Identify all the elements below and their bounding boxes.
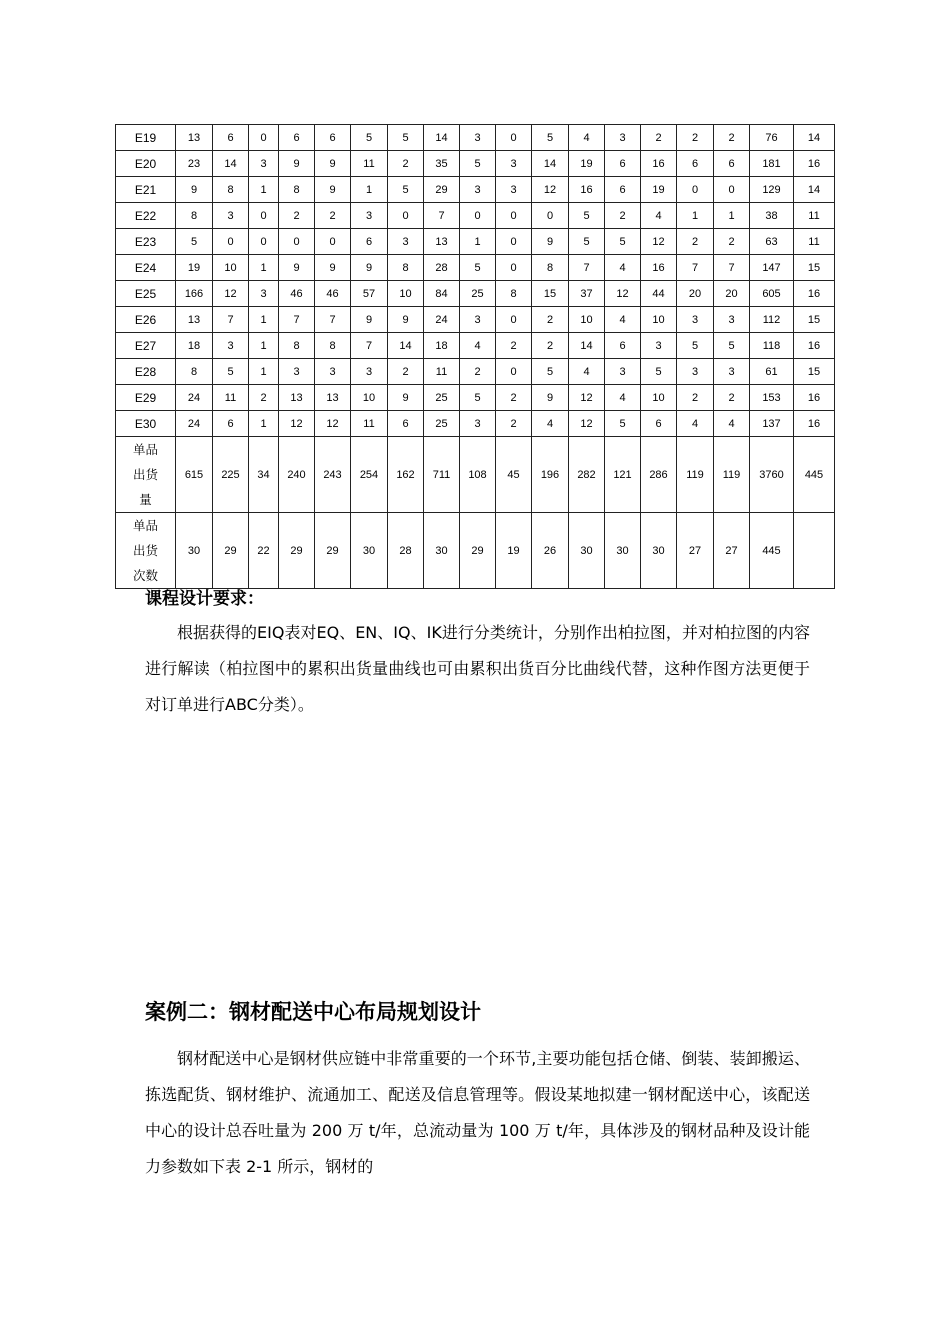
table-cell: 14: [424, 125, 460, 151]
table-cell: 2: [714, 385, 750, 411]
table-cell: 0: [532, 203, 569, 229]
table-cell: 118: [750, 333, 794, 359]
table-cell: 3: [249, 151, 279, 177]
table-cell: 15: [794, 307, 835, 333]
table-cell: 11: [794, 229, 835, 255]
table-cell: 0: [496, 359, 532, 385]
table-cell: 2: [677, 125, 714, 151]
table-cell: 10: [351, 385, 388, 411]
table-cell: 4: [677, 411, 714, 437]
table-cell: 19: [569, 151, 605, 177]
table-cell: 6: [351, 229, 388, 255]
case-title: 案例二：钢材配送中心布局规划设计: [145, 1000, 481, 1024]
table-row: [116, 177, 835, 203]
table-cell: 10: [641, 307, 677, 333]
row-label: E22: [116, 203, 176, 229]
table-cell: 6: [315, 125, 351, 151]
table-cell: 3: [496, 177, 532, 203]
table-cell: 282: [569, 437, 605, 513]
table-cell: 181: [750, 151, 794, 177]
table-cell: 25: [460, 281, 496, 307]
table-cell: 0: [213, 229, 249, 255]
table-cell: 30: [351, 513, 388, 589]
table-cell: 5: [388, 125, 424, 151]
table-cell: 108: [460, 437, 496, 513]
table-cell: 153: [750, 385, 794, 411]
table-cell: 30: [424, 513, 460, 589]
table-cell: 3: [714, 307, 750, 333]
table-cell: 1: [249, 177, 279, 203]
table-cell: 7: [714, 255, 750, 281]
table-cell: 2: [496, 411, 532, 437]
table-cell: 25: [424, 411, 460, 437]
table-cell: 14: [532, 151, 569, 177]
table-cell: 29: [424, 177, 460, 203]
table-cell: 46: [315, 281, 351, 307]
table-cell: 1: [249, 333, 279, 359]
table-cell: 0: [279, 229, 315, 255]
table-cell: 147: [750, 255, 794, 281]
table-cell: 8: [213, 177, 249, 203]
table-cell: 19: [176, 255, 213, 281]
table-cell: 3: [677, 307, 714, 333]
table-cell: 11: [794, 203, 835, 229]
table-cell: 5: [460, 151, 496, 177]
table-cell: 8: [176, 359, 213, 385]
table-cell: 34: [249, 437, 279, 513]
table-cell: 129: [750, 177, 794, 203]
table-cell: 3: [249, 281, 279, 307]
table-row: [116, 125, 835, 151]
table-cell: 2: [677, 385, 714, 411]
table-cell: 3: [677, 359, 714, 385]
table-cell: 243: [315, 437, 351, 513]
table-cell: 3: [605, 125, 641, 151]
table-cell: 5: [569, 229, 605, 255]
table-cell: 12: [279, 411, 315, 437]
table-cell: 7: [213, 307, 249, 333]
table-cell: 4: [605, 307, 641, 333]
table-cell: 0: [496, 203, 532, 229]
table-cell: 12: [569, 385, 605, 411]
table-cell: 2: [496, 385, 532, 411]
row-label: E25: [116, 281, 176, 307]
table-cell: 1: [460, 229, 496, 255]
table-cell: 1: [249, 255, 279, 281]
table-cell: 13: [279, 385, 315, 411]
table-cell: 2: [714, 229, 750, 255]
table-cell: 9: [315, 255, 351, 281]
table-cell: 25: [424, 385, 460, 411]
table-cell: 22: [249, 513, 279, 589]
table-cell: 0: [496, 229, 532, 255]
table-cell: 24: [424, 307, 460, 333]
table-cell: 20: [714, 281, 750, 307]
table-cell: 14: [388, 333, 424, 359]
table-row: [116, 333, 835, 359]
table-cell: 29: [279, 513, 315, 589]
table-cell: 14: [569, 333, 605, 359]
table-cell: 0: [249, 203, 279, 229]
table-cell: 29: [460, 513, 496, 589]
table-cell: 0: [496, 307, 532, 333]
table-cell: 3: [496, 151, 532, 177]
table-cell: 8: [532, 255, 569, 281]
table-cell: 8: [496, 281, 532, 307]
table-cell: 0: [496, 255, 532, 281]
table-cell: 286: [641, 437, 677, 513]
table-row: [116, 151, 835, 177]
table-cell: 11: [424, 359, 460, 385]
table-cell: 63: [750, 229, 794, 255]
summary-label-line: 单品: [132, 442, 158, 457]
table-row: [116, 255, 835, 281]
table-cell: 6: [605, 333, 641, 359]
row-label: E19: [116, 125, 176, 151]
table-cell: 16: [641, 151, 677, 177]
table-cell: 9: [279, 255, 315, 281]
table-cell: 615: [176, 437, 213, 513]
table-cell: 4: [714, 411, 750, 437]
table-cell: 13: [176, 125, 213, 151]
summary-label-line: 量: [139, 492, 152, 507]
table-cell: 2: [249, 385, 279, 411]
row-label: E28: [116, 359, 176, 385]
table-cell: 0: [315, 229, 351, 255]
summary-label-line: 单品: [132, 518, 158, 533]
table-cell: 12: [569, 411, 605, 437]
table-cell: 27: [677, 513, 714, 589]
table-row: [116, 385, 835, 411]
table-cell: 5: [605, 229, 641, 255]
table-cell: 3: [315, 359, 351, 385]
table-cell: 112: [750, 307, 794, 333]
table-cell: 119: [677, 437, 714, 513]
table-cell: 76: [750, 125, 794, 151]
table-cell: 11: [351, 411, 388, 437]
table-cell: 7: [279, 307, 315, 333]
table-cell: 16: [569, 177, 605, 203]
table-cell: 3: [213, 333, 249, 359]
table-cell: 0: [388, 203, 424, 229]
table-cell: 23: [176, 151, 213, 177]
table-cell: 20: [677, 281, 714, 307]
table-cell: 30: [569, 513, 605, 589]
row-label: E30: [116, 411, 176, 437]
table-cell: 15: [794, 255, 835, 281]
section-heading: 课程设计要求：: [145, 589, 264, 609]
table-cell: 37: [569, 281, 605, 307]
table-cell: 13: [315, 385, 351, 411]
table-cell: 30: [641, 513, 677, 589]
case-paragraph: 钢材配送中心是钢材供应链中非常重要的一个环节,主要功能包括仓储、倒装、装卸搬运、拣选配货、钢材维护、流通加工、配送及信息管理等。假设某地拟建一钢材配送中心，该配送中心的设计总吞吐量为 200 万 t/年，总流动量为 100 万 t/年，具体涉及的钢材品种及设计能力参数如下表 2-1 所示，钢材的: [145, 1049, 810, 1176]
table-cell: 3: [279, 359, 315, 385]
table-cell: 445: [794, 437, 835, 513]
table-cell: 7: [315, 307, 351, 333]
table-cell: 1: [249, 359, 279, 385]
table-cell: 10: [388, 281, 424, 307]
table-cell: 9: [532, 229, 569, 255]
table-cell: 6: [677, 151, 714, 177]
table-cell: 162: [388, 437, 424, 513]
table-cell: 6: [213, 125, 249, 151]
table-cell: 8: [388, 255, 424, 281]
table-row: [116, 359, 835, 385]
table-cell: 3: [460, 177, 496, 203]
table-cell: 18: [424, 333, 460, 359]
table-cell: 16: [794, 281, 835, 307]
table-cell: 3: [351, 359, 388, 385]
table-cell: 2: [641, 125, 677, 151]
table-cell: 1: [351, 177, 388, 203]
table-cell: 6: [641, 411, 677, 437]
table-cell: 10: [641, 385, 677, 411]
table-cell: 16: [794, 411, 835, 437]
table-cell: 1: [714, 203, 750, 229]
table-cell: 6: [388, 411, 424, 437]
table-cell: 5: [641, 359, 677, 385]
table-cell: 5: [532, 359, 569, 385]
table-cell: 2: [315, 203, 351, 229]
table-cell: 28: [424, 255, 460, 281]
table-cell: 4: [569, 125, 605, 151]
row-label: E26: [116, 307, 176, 333]
table-cell: 9: [176, 177, 213, 203]
table-cell: 38: [750, 203, 794, 229]
table-row: [116, 307, 835, 333]
summary-label-line: 出货: [132, 467, 158, 482]
table-cell: 24: [176, 411, 213, 437]
table-cell: 9: [532, 385, 569, 411]
table-cell: 57: [351, 281, 388, 307]
table-cell: 30: [176, 513, 213, 589]
table-cell: 11: [213, 385, 249, 411]
table-cell: 3: [460, 125, 496, 151]
table-cell: 2: [677, 229, 714, 255]
table-cell: 12: [641, 229, 677, 255]
table-cell: 12: [315, 411, 351, 437]
table-cell: 5: [351, 125, 388, 151]
table-cell: 3: [351, 203, 388, 229]
table-cell: 2: [388, 359, 424, 385]
table-cell: 3: [605, 359, 641, 385]
table-cell: 2: [279, 203, 315, 229]
table-cell: 12: [605, 281, 641, 307]
table-cell: 1: [677, 203, 714, 229]
table-cell: 14: [794, 177, 835, 203]
table-cell: 44: [641, 281, 677, 307]
table-cell: 14: [794, 125, 835, 151]
eiq-table: [115, 124, 835, 589]
summary-row: [116, 437, 835, 513]
table-cell: 14: [213, 151, 249, 177]
table-cell: 16: [794, 333, 835, 359]
table-cell: 4: [532, 411, 569, 437]
table-cell: 0: [714, 177, 750, 203]
table-cell: 8: [279, 177, 315, 203]
table-cell: 16: [794, 151, 835, 177]
table-cell: 28: [388, 513, 424, 589]
table-cell: 137: [750, 411, 794, 437]
summary-row: [116, 513, 835, 589]
table-row: [116, 229, 835, 255]
table-cell: 61: [750, 359, 794, 385]
row-label: E27: [116, 333, 176, 359]
table-cell: 0: [249, 229, 279, 255]
table-cell: 166: [176, 281, 213, 307]
table-cell: 225: [213, 437, 249, 513]
table-cell: 4: [460, 333, 496, 359]
table-cell: 4: [641, 203, 677, 229]
table-cell: 6: [605, 177, 641, 203]
table-cell: 12: [213, 281, 249, 307]
table-cell: 6: [714, 151, 750, 177]
table-cell: 5: [213, 359, 249, 385]
table-cell: 9: [351, 307, 388, 333]
table-cell: 4: [569, 359, 605, 385]
table-cell: 6: [279, 125, 315, 151]
table-cell: 6: [605, 151, 641, 177]
table-cell: 5: [460, 385, 496, 411]
table-cell: 46: [279, 281, 315, 307]
table-cell: 2: [605, 203, 641, 229]
table-cell: 3: [460, 307, 496, 333]
table-cell: 9: [388, 385, 424, 411]
table-cell: 2: [714, 125, 750, 151]
table-cell: 15: [532, 281, 569, 307]
table-cell: 16: [794, 385, 835, 411]
table-cell: 254: [351, 437, 388, 513]
table-cell: 13: [424, 229, 460, 255]
table-cell: 2: [388, 151, 424, 177]
table-cell: 8: [279, 333, 315, 359]
row-label: E20: [116, 151, 176, 177]
table-cell: 3760: [750, 437, 794, 513]
table-cell: 45: [496, 437, 532, 513]
table-cell: 3: [714, 359, 750, 385]
table-cell: 5: [176, 229, 213, 255]
table-cell: 240: [279, 437, 315, 513]
table-cell: 0: [677, 177, 714, 203]
table-cell: 119: [714, 437, 750, 513]
table-cell: 196: [532, 437, 569, 513]
table-cell: 4: [605, 385, 641, 411]
table-cell: 121: [605, 437, 641, 513]
table-cell: 24: [176, 385, 213, 411]
table-cell: 9: [388, 307, 424, 333]
table-cell: 3: [460, 411, 496, 437]
table-cell: 16: [641, 255, 677, 281]
requirement-paragraph: 根据获得的EIQ表对EQ、EN、IQ、IK进行分类统计，分别作出柏拉图，并对柏拉图的内容进行解读（柏拉图中的累积出货量曲线也可由累积出货百分比曲线代替，这种作图方法更便于对订单进行ABC分类）。: [145, 623, 810, 714]
table-cell: 0: [496, 125, 532, 151]
summary-label-line: 出货: [132, 543, 158, 558]
table-cell: 2: [460, 359, 496, 385]
table-cell: 35: [424, 151, 460, 177]
table-cell: 10: [569, 307, 605, 333]
table-cell: 0: [460, 203, 496, 229]
summary-label: [116, 437, 176, 513]
table-cell: 2: [532, 333, 569, 359]
row-label: E21: [116, 177, 176, 203]
table-cell: 9: [351, 255, 388, 281]
table-cell: 29: [315, 513, 351, 589]
table-cell: 5: [714, 333, 750, 359]
row-label: E24: [116, 255, 176, 281]
table-cell: 9: [315, 177, 351, 203]
table-cell: 18: [176, 333, 213, 359]
summary-label: [116, 513, 176, 589]
table-cell: 2: [532, 307, 569, 333]
table-cell: 13: [176, 307, 213, 333]
table-row: [116, 281, 835, 307]
table-cell: 711: [424, 437, 460, 513]
table-cell: 7: [569, 255, 605, 281]
table-cell: 5: [605, 411, 641, 437]
table-cell: 605: [750, 281, 794, 307]
table-cell: 19: [641, 177, 677, 203]
table-cell: 15: [794, 359, 835, 385]
table-cell: 29: [213, 513, 249, 589]
table-row: [116, 411, 835, 437]
row-label: E23: [116, 229, 176, 255]
table-cell: [794, 513, 835, 589]
table-cell: 10: [213, 255, 249, 281]
table-cell: 7: [677, 255, 714, 281]
table-cell: 7: [351, 333, 388, 359]
table-cell: 5: [569, 203, 605, 229]
table-cell: 11: [351, 151, 388, 177]
table-cell: 5: [677, 333, 714, 359]
table-cell: 8: [315, 333, 351, 359]
table-cell: 7: [424, 203, 460, 229]
table-cell: 4: [605, 255, 641, 281]
summary-label-line: 次数: [132, 568, 158, 583]
table-cell: 5: [460, 255, 496, 281]
table-cell: 0: [249, 125, 279, 151]
row-label: E29: [116, 385, 176, 411]
table-cell: 9: [279, 151, 315, 177]
table-cell: 9: [315, 151, 351, 177]
table-cell: 445: [750, 513, 794, 589]
table-cell: 3: [213, 203, 249, 229]
table-cell: 5: [532, 125, 569, 151]
table-row: [116, 203, 835, 229]
table-cell: 84: [424, 281, 460, 307]
table-cell: 12: [532, 177, 569, 203]
table-cell: 1: [249, 307, 279, 333]
table-cell: 27: [714, 513, 750, 589]
table-cell: 26: [532, 513, 569, 589]
table-cell: 19: [496, 513, 532, 589]
table-cell: 5: [388, 177, 424, 203]
table-cell: 3: [388, 229, 424, 255]
table-cell: 2: [496, 333, 532, 359]
table-cell: 30: [605, 513, 641, 589]
table-cell: 8: [176, 203, 213, 229]
table-cell: 1: [249, 411, 279, 437]
table-cell: 3: [641, 333, 677, 359]
table-cell: 6: [213, 411, 249, 437]
